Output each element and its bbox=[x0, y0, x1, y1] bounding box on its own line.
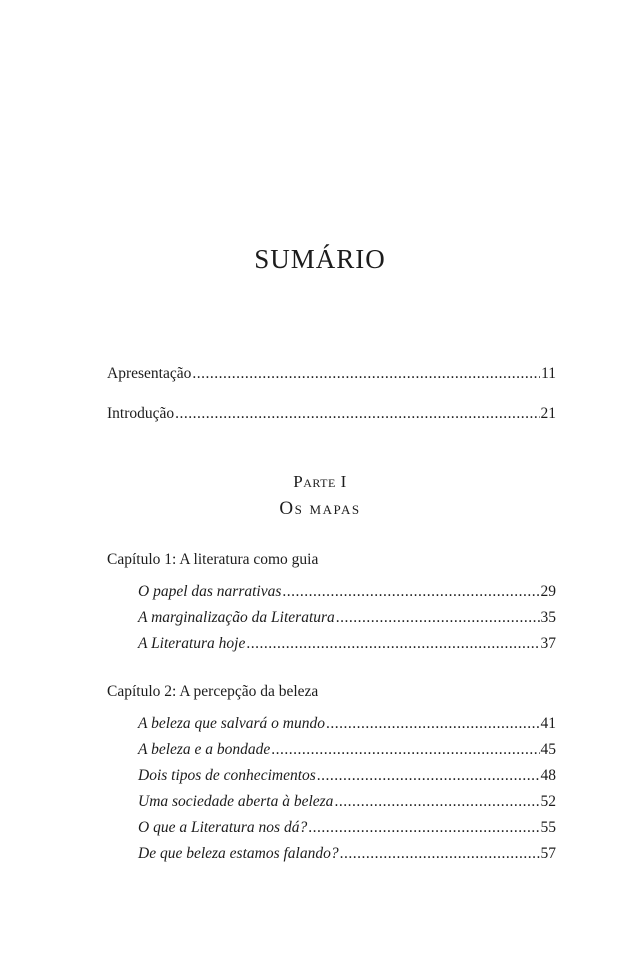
toc-entry[interactable] bbox=[138, 582, 556, 602]
dot-leader bbox=[326, 714, 540, 734]
toc-entry-label: Uma sociedade aberta à beleza bbox=[138, 793, 334, 810]
toc-entry-label: Introdução bbox=[107, 405, 175, 422]
toc-entry-apresentacao[interactable] bbox=[107, 364, 556, 384]
toc-entry-label: A beleza que salvará o mundo bbox=[138, 715, 325, 732]
toc-entry[interactable] bbox=[138, 792, 556, 812]
toc-entry-introducao[interactable] bbox=[107, 404, 556, 424]
toc-entry[interactable] bbox=[138, 844, 556, 864]
toc-entry-label: De que beleza estamos falando? bbox=[138, 845, 339, 862]
part-title: Os mapas bbox=[279, 498, 361, 519]
chapter-heading: Capítulo 2: A percepção da beleza bbox=[107, 683, 319, 700]
toc-entry-page: 35 bbox=[540, 609, 556, 626]
toc-entry-page: 52 bbox=[540, 793, 556, 810]
toc-entry[interactable] bbox=[138, 818, 556, 838]
dot-leader bbox=[192, 364, 540, 384]
dot-leader bbox=[317, 766, 540, 786]
toc-entry-page: 37 bbox=[540, 635, 556, 652]
toc-entry-page: 48 bbox=[540, 767, 556, 784]
dot-leader bbox=[175, 404, 539, 424]
toc-entry-label: A beleza e a bondade bbox=[138, 741, 271, 758]
toc-entry-label: O papel das narrativas bbox=[138, 583, 282, 600]
toc-entry-label: A Literatura hoje bbox=[138, 635, 246, 652]
toc-entry[interactable] bbox=[138, 740, 556, 760]
toc-entry-page: 45 bbox=[540, 741, 556, 758]
dot-leader bbox=[336, 608, 540, 628]
toc-entry[interactable] bbox=[138, 714, 556, 734]
toc-entry[interactable] bbox=[138, 634, 556, 654]
toc-entry[interactable] bbox=[138, 766, 556, 786]
dot-leader bbox=[282, 582, 539, 602]
toc-entry-page: 11 bbox=[541, 365, 556, 382]
toc-entry-label: Apresentação bbox=[107, 365, 192, 382]
toc-entry-page: 41 bbox=[540, 715, 556, 732]
dot-leader bbox=[308, 818, 539, 838]
dot-leader bbox=[340, 844, 540, 864]
chapter-heading: Capítulo 1: A literatura como guia bbox=[107, 551, 319, 568]
page-title: SUMÁRIO bbox=[254, 244, 386, 275]
dot-leader bbox=[271, 740, 539, 760]
toc-entry-label: O que a Literatura nos dá? bbox=[138, 819, 308, 836]
toc-entry-page: 21 bbox=[540, 405, 556, 422]
toc-entry[interactable] bbox=[138, 608, 556, 628]
toc-entry-label: Dois tipos de conhecimentos bbox=[138, 767, 316, 784]
dot-leader bbox=[246, 634, 539, 654]
dot-leader bbox=[334, 792, 539, 812]
toc-entry-page: 55 bbox=[540, 819, 556, 836]
toc-entry-label: A marginalização da Literatura bbox=[138, 609, 335, 626]
toc-entry-page: 29 bbox=[540, 583, 556, 600]
toc-entry-page: 57 bbox=[540, 845, 556, 862]
part-number: Parte I bbox=[293, 472, 347, 491]
